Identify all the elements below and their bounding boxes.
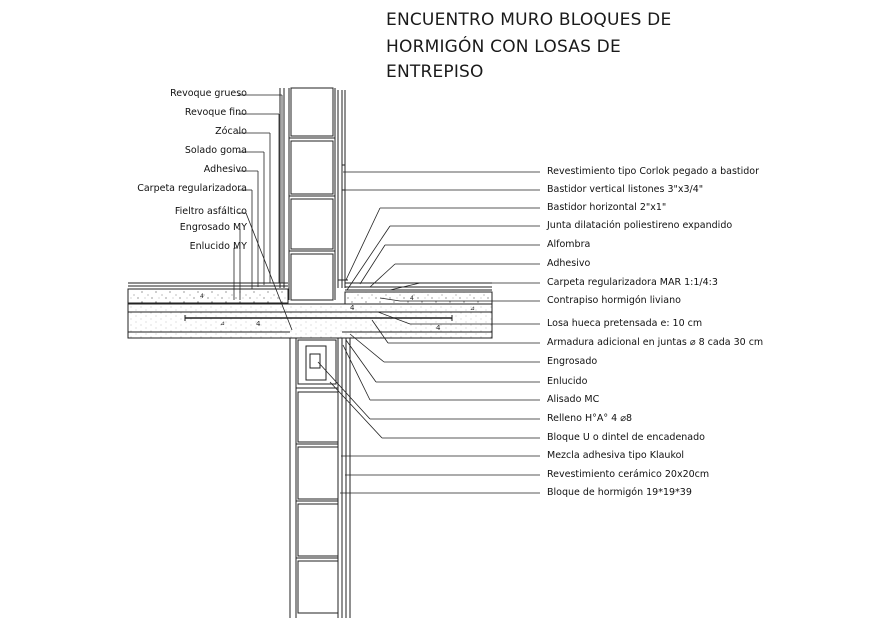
svg-text:4: 4 (350, 304, 355, 312)
upper-block-wall (280, 88, 335, 300)
label-engrosado: Engrosado (547, 356, 598, 367)
title-line-1: ENCUENTRO MURO BLOQUES DE (386, 10, 672, 30)
label-alisado-mc: Alisado MC (547, 394, 600, 405)
svg-text:⊿: ⊿ (470, 305, 476, 312)
svg-text:4: 4 (256, 320, 261, 328)
svg-text:⊿: ⊿ (220, 320, 226, 327)
label-bastidor-horizontal: Bastidor horizontal 2"x1" (547, 202, 667, 213)
label-revoque-grueso: Revoque grueso (170, 88, 247, 99)
title-line-2: HORMIGÓN CON LOSAS DE (386, 37, 621, 57)
label-solado-goma: Solado goma (184, 145, 247, 156)
label-mezcla-adhesiva: Mezcla adhesiva tipo Klaukol (547, 450, 685, 461)
corlok-lining (338, 90, 348, 288)
label-carpeta-regularizadora-right: Carpeta regularizadora MAR 1:1/4:3 (547, 277, 718, 288)
label-alfombra: Alfombra (547, 239, 591, 250)
label-contrapiso: Contrapiso hormigón liviano (547, 295, 681, 306)
label-bastidor-vertical: Bastidor vertical listones 3"x3/4" (547, 184, 704, 195)
label-zocalo: Zócalo (215, 126, 247, 137)
label-armadura-adicional: Armadura adicional en juntas ⌀ 8 cada 30 cm (547, 337, 764, 348)
label-enlucido-my: Enlucido MY (189, 241, 247, 252)
label-adhesivo-right: Adhesivo (547, 258, 591, 269)
floor-slab (128, 283, 492, 338)
label-fieltro-asfaltico: Fieltro asfáltico (174, 206, 247, 217)
label-engrosado-my: Engrosado MY (179, 222, 247, 233)
svg-text:4: 4 (410, 295, 414, 302)
svg-text:4: 4 (200, 293, 204, 300)
label-bloque-u: Bloque U o dintel de encadenado (547, 432, 705, 443)
lower-block-wall (290, 338, 350, 618)
label-carpeta-regularizadora-left: Carpeta regularizadora (137, 183, 247, 194)
label-losa-hueca: Losa hueca pretensada e: 10 cm (547, 318, 703, 329)
label-revestimiento-corlok: Revestimiento tipo Corlok pegado a bastidor (547, 166, 760, 177)
title-line-3: ENTREPISO (386, 62, 484, 82)
label-enlucido: Enlucido (547, 376, 588, 387)
label-relleno-hoa: Relleno H°A° 4 ⌀8 (547, 413, 632, 424)
label-junta-dilatacion: Junta dilatación poliestireno expandido (547, 220, 733, 231)
label-adhesivo-left: Adhesivo (203, 164, 247, 175)
label-bloque-hormigon: Bloque de hormigón 19*19*39 (547, 487, 692, 498)
label-revestimiento-ceramico: Revestimiento cerámico 20x20cm (547, 469, 710, 480)
label-revoque-fino: Revoque fino (184, 107, 247, 118)
svg-text:4: 4 (436, 324, 441, 332)
